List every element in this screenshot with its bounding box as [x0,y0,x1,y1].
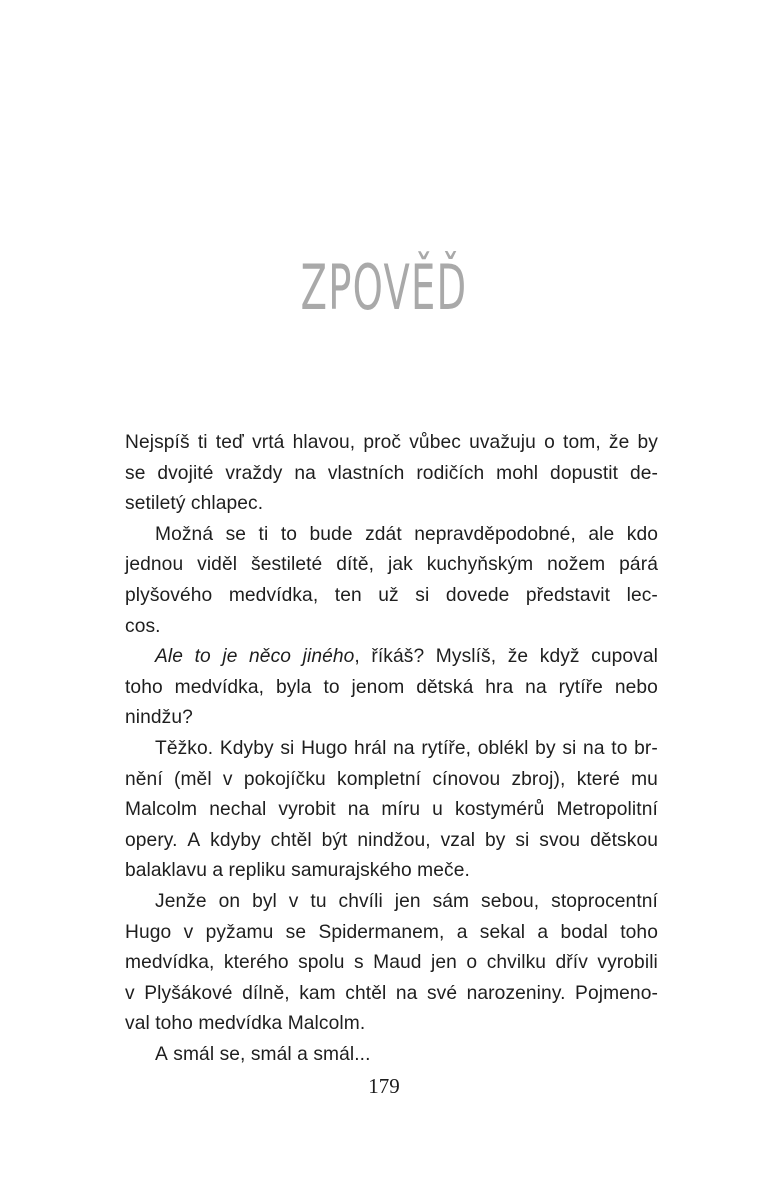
chapter-body [125,428,658,1070]
text-line: toho medvídka, byla to jenom dětská hra na rytíře nebo [125,676,658,698]
text-line: Malcolm nechal vyrobit na míru u kostymérů Metropolitní [125,799,658,821]
text-line: opery. A kdyby chtěl být nindžou, vzal by si svou dětskou [125,829,658,851]
text-line: plyšového medvídka, ten už si dovede představit lec- [125,584,658,606]
text-line: nění (měl v pokojíčku kompletní cínovou zbroj), které mu [125,768,658,790]
page-number: 179 [368,1074,400,1098]
text-line: balaklavu a repliku samurajského meče. [125,860,470,882]
text-line: Těžko. Kdyby si Hugo hrál na rytíře, oblékl by si na to br- [155,737,658,759]
paragraph [125,734,658,887]
text-line: setiletý chlapec. [125,493,264,515]
text-line: val toho medvídka Malcolm. [125,1013,366,1035]
text-line: Hugo v pyžamu se Spidermanem, a sekal a bodal toho [125,921,658,943]
text-line: cos. [125,615,161,637]
text-line: Ale to je něco jiného, říkáš? Myslíš, že když cupoval [155,646,658,668]
text-line: medvídka, kterého spolu s Maud jen o chvilku dřív vyrobili [125,952,658,974]
text-line: Možná se ti to bude zdát nepravděpodobné, ale kdo [155,523,658,545]
text-line: jednou viděl šestileté dítě, jak kuchyňským nožem párá [125,554,658,576]
text-line: Nejspíš ti teď vrtá hlavou, proč vůbec uvažuju o tom, že by [125,432,658,453]
text-line: nindžu? [125,707,193,729]
paragraph [125,887,658,1040]
text-line: v Plyšákové dílně, kam chtěl na své narozeniny. Pojmeno- [125,982,658,1004]
text-line: A smál se, smál a smál... [155,1043,371,1065]
paragraph [125,520,658,642]
paragraph [125,642,658,734]
paragraph [125,1040,658,1071]
text-line: Jenže on byl v tu chvíli jen sám sebou, stoprocentní [155,890,658,912]
text-line: se dvojité vraždy na vlastních rodičích mohl dopustit de- [125,462,658,484]
paragraph [125,428,658,520]
chapter-title: ZPOVĚĎ [300,250,468,324]
